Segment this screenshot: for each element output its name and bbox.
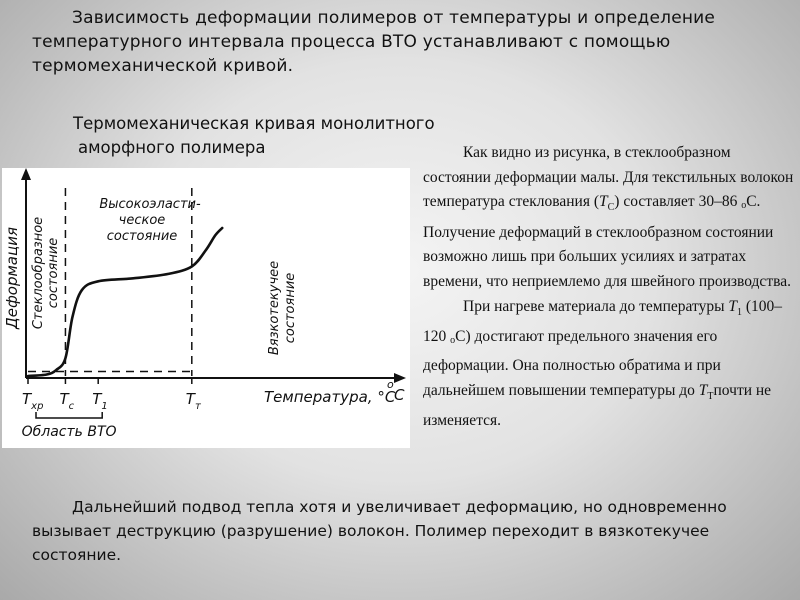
- tick-label-main: T: [22, 390, 32, 408]
- p2-symbol-t: Т: [728, 297, 738, 315]
- p1-symbol-t: Т: [599, 193, 608, 211]
- tick-label-sub: с: [68, 401, 75, 412]
- x-axis-arrow: [394, 373, 406, 383]
- caption-line-1: Термомеханическая кривая монолитного: [73, 114, 435, 133]
- region-glassy-line-1: Стеклообразное: [31, 216, 46, 330]
- y-axis-arrow: [21, 168, 31, 180]
- figure-caption: [73, 112, 473, 160]
- region-elastic-line-2: ческое: [118, 213, 166, 228]
- conclusion-paragraph: Дальнейший подвод тепла хотя и увеличивает деформацию, но одновременно вызывает деструкцию (разрушение) волокон. Полимер переходит в вязкотекучее состояние.: [32, 498, 727, 564]
- region-elastic-line-1: Высокоэласти-: [99, 197, 201, 212]
- tick-label-t-xr: [22, 390, 43, 412]
- caption-line-2: аморфного полимера: [78, 138, 266, 157]
- thermomechanical-chart: [2, 168, 410, 448]
- intro-line-1: Зависимость деформации полимеров от температуры и определение: [72, 8, 716, 28]
- y-axis-label: Деформация: [3, 227, 21, 329]
- p2-part-a: При нагреве материала до температуры: [463, 297, 729, 315]
- region-viscous-line-2: состояние: [283, 272, 298, 344]
- vto-area-label: Область ВТО: [21, 424, 117, 440]
- p1-subscript-c: С: [607, 202, 615, 214]
- tick-label-t-t: [186, 390, 202, 412]
- p2-subscript-1: 1: [737, 306, 743, 318]
- tick-label-sub: т: [194, 401, 201, 412]
- tick-label-t-c: [59, 390, 74, 412]
- region-viscous-line-1: Вязкотекучее: [267, 260, 282, 356]
- p2-degree: о: [450, 335, 456, 347]
- tick-labels: [22, 390, 202, 412]
- explanation-text: [423, 141, 797, 434]
- p2-part-d: почти не изменяется.: [423, 381, 772, 430]
- tick-label-t-1: [92, 390, 108, 412]
- tick-label-main: T: [59, 390, 69, 408]
- p1-degree: о: [741, 200, 747, 212]
- vto-bracket: [36, 412, 102, 418]
- tick-label-main: T: [92, 390, 102, 408]
- p1-part-b: ) составляет 30–86: [614, 193, 742, 211]
- region-elastic-line-3: состояние: [106, 229, 178, 244]
- explanation-paragraph-2: [423, 295, 797, 434]
- p2-part-b: (100–120: [423, 297, 783, 346]
- thermomechanical-curve-figure: [2, 168, 410, 448]
- intro-text: [32, 6, 772, 78]
- tick-label-main: T: [185, 390, 195, 408]
- tick-label-sub: хр: [31, 401, 44, 412]
- x-axis-degree: о: [387, 378, 394, 391]
- intro-line-2: температурного интервала процесса ВТО устанавливают с помощью: [32, 32, 671, 52]
- x-axis-label: Температура, °C: [264, 388, 396, 406]
- p2-part-c: С) достигают предельного значения его деформации. Она полностью обратима и при дальнейшем повышении температуры до: [423, 328, 721, 399]
- p2-subscript-t: Т: [707, 390, 714, 402]
- intro-line-3: термомеханической кривой.: [32, 56, 294, 76]
- p1-part-c: С. Получение деформаций в стеклообразном состоянии возможно лишь при больших усилиях и затратах времени, что неприемлемо для швейного производства.: [423, 193, 791, 291]
- conclusion-text: [32, 495, 772, 567]
- x-axis-unit: C: [394, 386, 405, 404]
- p1-part-a: Как видно из рисунка, в стеклообразном состоянии деформации малы. Для текстильных волокон температура стеклования (: [423, 144, 794, 211]
- tick-label-sub: 1: [101, 401, 108, 412]
- p2-symbol-t2: Т: [698, 381, 708, 399]
- explanation-paragraph-1: [423, 141, 797, 295]
- region-glassy-line-2: состояние: [46, 237, 61, 309]
